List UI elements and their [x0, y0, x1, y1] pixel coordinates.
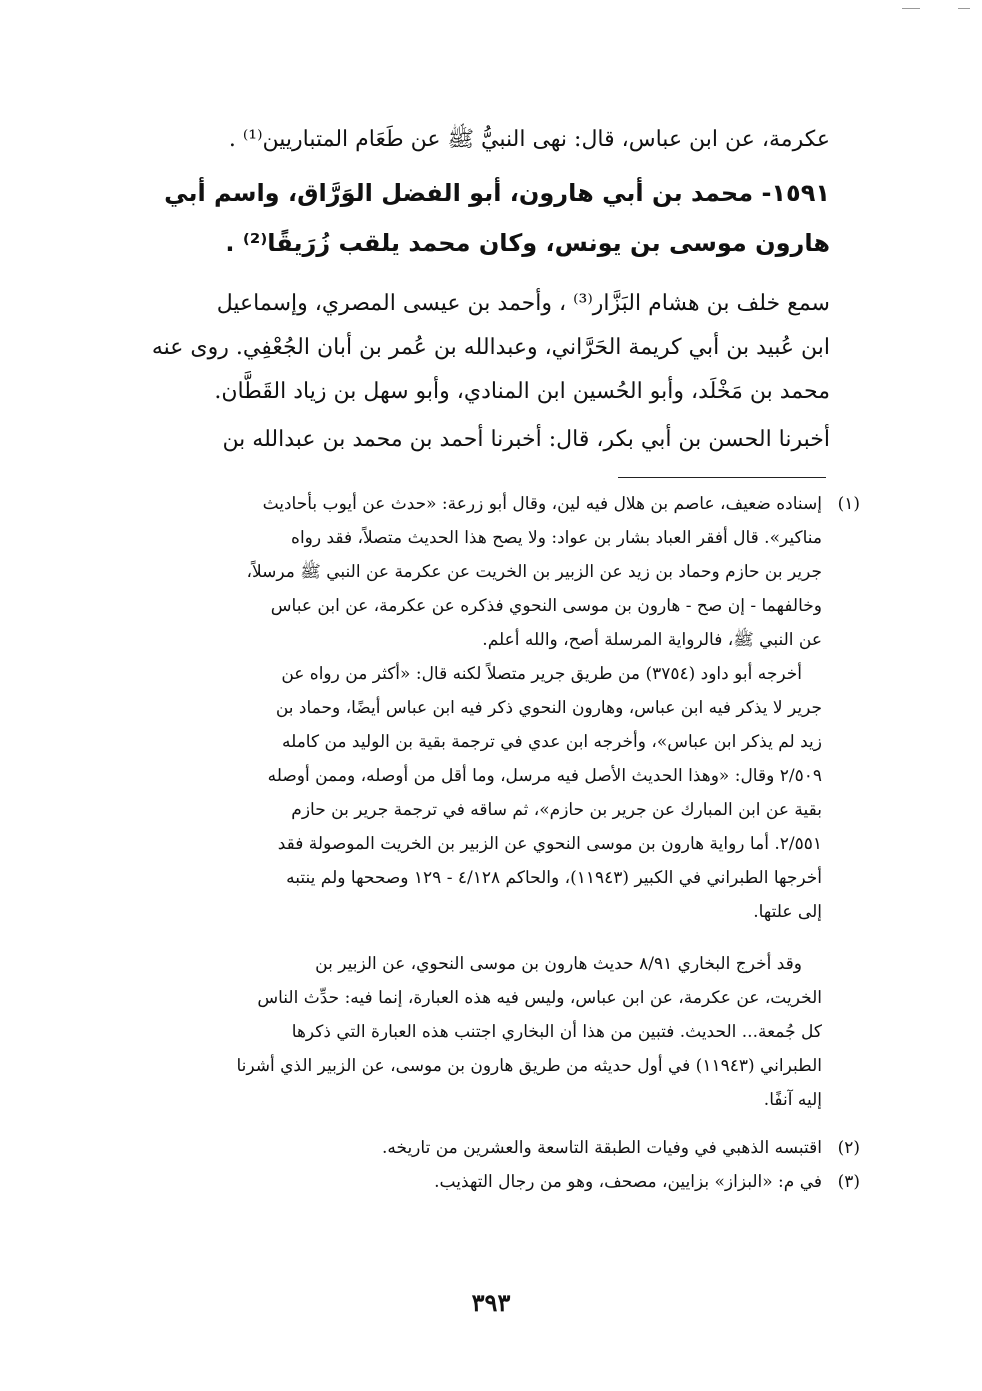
footnote-separator [618, 477, 826, 478]
footnote-number: (٢) [837, 1138, 860, 1158]
footnote-line: وخالفهما - إن صح - هارون بن موسى النحوي فذكره عن عكرمة، عن ابن عباس [270, 596, 822, 616]
corner-mark [958, 8, 970, 9]
footnote-line: جرير لا يذكر فيه ابن عباس، وهارون النحوي ذكر فيه ابن عباس أيضًا، وحماد بن [275, 698, 822, 718]
isnad [130, 418, 830, 462]
footnote-number: (١) [837, 494, 860, 514]
footnote-line: الخريت، عن عكرمة، عن ابن عباس، وليس فيه هذه العبارة، إنما فيه: حدِّث الناس [257, 988, 822, 1008]
heading-line: هارون موسى بن يونس، وكان محمد يلقب زُرَيقًا⁽²⁾ . [225, 229, 830, 257]
footnote-line: إليه آنفًا. [763, 1090, 822, 1110]
footnote-line: (٣)في م: «البزاز» بزايين، مصحف، وهو من رجال التهذيب. [135, 1165, 860, 1199]
footnote-line: بقية عن ابن المبارك عن جرير بن حازم»، ثم ساقه في ترجمة جرير بن حازم [291, 800, 822, 820]
footnote-2 [135, 1131, 860, 1165]
footnote-line: إلى علتها. [753, 902, 822, 922]
footnote-line: وقد أخرج البخاري ٨/٩١ حديث هارون بن موسى النحوي، عن الزبير بن [315, 954, 802, 974]
footnote-line: ٢/٥٠٩ وقال: «وهذا الحديث الأصل فيه مرسل، وما أقل من أوصله، وممن أوصله [267, 766, 822, 786]
page-number: ٣٩٣ [471, 1288, 511, 1317]
text-line: عكرمة، عن ابن عباس، قال: نهى النبيُّ ﷺ عن طَعَام المتباريين⁽¹⁾ . [228, 127, 830, 152]
text-line: سمع خلف بن هشام البَزَّار⁽³⁾ ، وأحمد بن عيسى المصري، وإسماعيل [216, 291, 830, 316]
text-line: أخبرنا الحسن بن أبي بكر، قال: أخبرنا أحمد بن محمد بن عبدالله بن [222, 427, 830, 452]
footnote-line: (١)إسناده ضعيف، عاصم بن هلال فيه لين، وقال أبو زرعة: «حدث عن أيوب بأحاديث [135, 487, 860, 521]
heading-line: ١٥٩١- محمد بن أبي هارون، أبو الفضل الوَرَّاق، واسم أبي [164, 179, 830, 207]
entry-heading [140, 168, 830, 268]
footnote-3 [135, 1165, 860, 1199]
footnote-1-paragraph-3 [135, 947, 822, 1117]
footnote-line: عن النبي ﷺ، فالرواية المرسلة أصح، والله أعلم. [482, 630, 822, 650]
footnote-number: (٣) [837, 1172, 860, 1192]
footnote-line: أخرجها الطبراني في الكبير (١١٩٤٣)، والحاكم ٤/١٢٨ - ١٢٩ وصححها ولم ينتبه [286, 868, 822, 888]
footnote-line: زيد لم يذكر ابن عباس»، وأخرجه ابن عدي في ترجمة بقية بن الوليد من كامله [281, 732, 822, 752]
entry-biography [130, 282, 830, 414]
footnote-line: مناكير». قال أفقر العباد بشار بن عواد: ولا يصح هذا الحديث متصلاً، فقد رواه [291, 528, 822, 548]
text-line: ابن عُبيد بن أبي كريمة الحَرَّاني، وعبدالله بن عُمر بن أبان الجُعْفِي. روى عنه [151, 335, 830, 360]
footnote-1 [135, 487, 860, 657]
continuation-line [130, 118, 830, 162]
text-line: محمد بن مَخْلَد، وأبو الحُسين ابن المنادي، وأبو سهل بن زياد القَطَّان. [214, 379, 830, 404]
footnote-line: (٢)اقتبسه الذهبي في وفيات الطبقة التاسعة والعشرين من تاريخه. [135, 1131, 860, 1165]
corner-mark [902, 8, 920, 9]
footnote-line: أخرجه أبو داود (٣٧٥٤) من طريق جرير متصلاً لكنه قال: «أكثر من رواه عن [281, 664, 802, 684]
footnote-line: ٢/٥٥١. أما رواية هارون بن موسى النحوي عن الزبير بن الخريت الموصولة فقد [277, 834, 822, 854]
footnote-line: الطبراني (١١٩٤٣) في أول حديثه من طريق هارون بن موسى، عن الزبير الذي أشرنا [236, 1056, 822, 1076]
footnote-line: جرير بن حازم وحماد بن زيد عن الزبير بن الخريت عن عكرمة عن النبي ﷺ مرسلاً، [246, 562, 822, 582]
footnote-1-paragraph-2 [135, 657, 822, 929]
footnote-line: كل جُمعة... الحديث. فتبين من هذا أن البخاري اجتنب هذه العبارة التي ذكرها [291, 1022, 822, 1042]
